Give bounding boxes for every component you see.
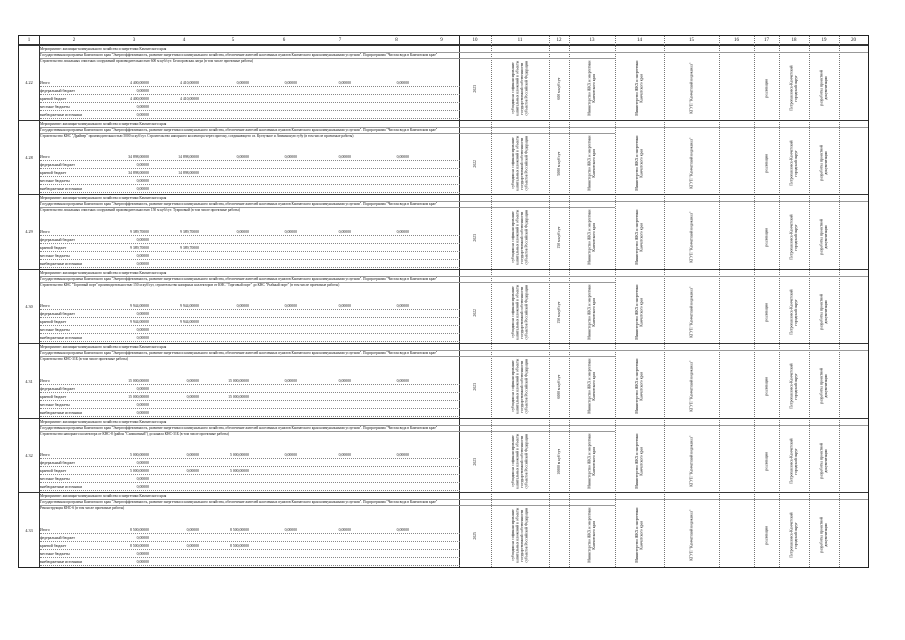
program-line: Государственная программа Камчатского края "Энергоэффективность, развитие энергетики и коммунального хозяйства, обеспечение жителей населенных пунктов Камчатского края коммунальными услугами". Подпрограмма "Чистая вода в Камчатском крае" — [40, 276, 438, 281]
funding-row — [40, 95, 460, 103]
amount-value: 0,00000 — [284, 378, 297, 383]
amount-value: 0,00000 — [338, 229, 351, 234]
funding-source-label: федеральный бюджет — [40, 88, 75, 93]
amount-value: 0,00000 — [186, 453, 199, 458]
column-header: 8 — [369, 36, 424, 45]
amount-value: 0,00000 — [136, 461, 149, 466]
amount-value: 0,00000 — [136, 163, 149, 168]
project-title: Реконструкция КНС-6 (в том числе проектные работы) — [40, 506, 125, 511]
amount-value: 5 000,00000 — [230, 469, 249, 474]
column-header: 2 — [39, 36, 109, 45]
program-line: Государственная программа Камчатского края "Энергоэффективность, развитие энергетики и коммунального хозяйства, обеспечение жителей населенных пунктов Камчатского края коммунальными услугами". Подпрограмма "Чистая вода в Камчатском крае" — [40, 425, 438, 430]
total-row — [40, 153, 460, 161]
developer-cell: Министерство ЖКХ и энергетики Камчатского края — [635, 60, 644, 116]
funding-source-label: федеральный бюджет — [40, 535, 75, 540]
amount-value: 0,00000 — [396, 453, 409, 458]
builder-cell: КГУП "Камчатский водоканал" — [689, 286, 694, 338]
column-header: 11 — [491, 36, 549, 45]
customer-cell: Министерство ЖКХ и энергетики Камчатского края — [587, 60, 596, 116]
amount-value: 0,00000 — [338, 378, 351, 383]
amount-value: 0,00000 — [338, 80, 351, 85]
section-label: Мероприятие: жилищно-коммунального хозяйства и энергетики Камчатского края — [40, 47, 167, 51]
amount-value: 9 944,00000 — [180, 304, 199, 309]
funding-row — [40, 169, 460, 177]
header-rule — [40, 52, 868, 53]
funding-row — [40, 558, 460, 566]
funding-source-label: внебюджетные источники — [40, 410, 83, 415]
funding-row — [40, 244, 460, 252]
project-title: Строительство КНС "Торговый порт" производительностью 150 м куб/сут, строительство напорных коллекторов от КНС "Торговый порт" до КНС "Рыбный порт" (в том числе проектные работы) — [40, 282, 340, 287]
amount-value: 0,00000 — [338, 453, 351, 458]
header-rule — [40, 350, 868, 351]
project-number: 4.29 — [25, 229, 33, 235]
amount-value: 0,00000 — [136, 386, 149, 391]
status-cell: реализация — [764, 302, 769, 322]
header-rule — [40, 499, 868, 500]
amount-value: 0,00000 — [136, 402, 149, 407]
municipality-cell: Петропавловск-Камчатский городской округ — [789, 364, 798, 410]
amount-value: 4 410,00000 — [180, 96, 199, 101]
amount-value: 4 400,00000 — [130, 80, 149, 85]
project-title: Строительство локальных очистных сооружений производительностью 600 м куб/сут. Беспоровская лагра (в том числе проектные работы) — [40, 59, 254, 63]
column-header: 20 — [839, 36, 868, 45]
amount-value: 0,00000 — [136, 187, 149, 192]
project-block — [19, 492, 868, 567]
funding-source-label: краевой бюджет — [40, 543, 67, 548]
amount-value: 34 898,00000 — [128, 155, 149, 160]
funding-source-label: местные бюджеты — [40, 477, 70, 482]
amount-value: 0,00000 — [338, 527, 351, 532]
header-rule — [40, 431, 615, 432]
amount-value: 0,00000 — [136, 551, 149, 556]
funding-source-label: краевой бюджет — [40, 320, 67, 325]
funding-row — [40, 161, 460, 169]
capacity-cell: 150 м куб/сут — [556, 301, 561, 323]
funding-source-label: краевой бюджет — [40, 245, 67, 250]
project-block — [19, 343, 868, 418]
funding-row — [40, 310, 460, 318]
document-sheet — [18, 35, 869, 568]
program-line: Государственная программа Камчатского края "Энергоэффективность, развитие энергетики и коммунального хозяйства, обеспечение жителей населенных пунктов Камчатского края коммунальными услугами". Подпрограмма "Чистая вода в Камчатском крае" — [40, 53, 438, 57]
funding-source-label: внебюджетные источники — [40, 336, 83, 341]
funding-source-label: федеральный бюджет — [40, 312, 75, 317]
amount-value: 8 500,00000 — [130, 527, 149, 532]
funding-row — [40, 393, 460, 401]
funding-row — [40, 459, 460, 467]
purpose-cell: субсидии на софинансирование капитальных вложений в объекты государственной собственности субъектов Российской Федерации — [511, 508, 529, 564]
amount-value: 0,00000 — [136, 112, 149, 117]
year-cell: 2022 — [472, 308, 477, 316]
amount-value: 0,00000 — [186, 469, 199, 474]
capacity-cell: 10000 м куб/сут — [556, 448, 561, 474]
builder-cell: КГУП "Камчатский водоканал" — [689, 137, 694, 189]
amount-value: 0,00000 — [396, 527, 409, 532]
status-cell: реализация — [764, 228, 769, 247]
amount-value: 5 000,00000 — [130, 453, 149, 458]
funding-row — [40, 334, 460, 342]
funding-source-label: Итого — [40, 80, 50, 85]
program-line: Государственная программа Камчатского края "Энергоэффективность, развитие энергетики и коммунального хозяйства, обеспечение жителей населенных пунктов Камчатского края коммунальными услугами". Подпрограмма "Чистая вода в Камчатском крае" — [40, 202, 438, 207]
year-cell: 2025 — [472, 531, 477, 540]
amount-value: 8 500,00000 — [130, 543, 149, 548]
project-block — [19, 269, 868, 344]
capacity-cell: 600 м куб/сут — [556, 77, 561, 100]
funding-source-label: внебюджетные источники — [40, 261, 83, 266]
amount-value: 0,00000 — [136, 253, 149, 258]
column-header: 18 — [779, 36, 809, 45]
amount-value: 0,00000 — [396, 378, 409, 383]
column-header: 5 — [209, 36, 257, 45]
funding-source-label: местные бюджеты — [40, 551, 70, 556]
amount-value: 0,00000 — [136, 328, 149, 333]
amount-value: 9 389,70000 — [180, 229, 199, 234]
project-number: 4.33 — [25, 527, 33, 533]
amount-value: 9 944,00000 — [180, 320, 199, 325]
project-block — [19, 418, 868, 493]
program-line: Государственная программа Камчатского края "Энергоэффективность, развитие энергетики и коммунального хозяйства, обеспечение жителей населенных пунктов Камчатского края коммунальными услугами". Подпрограмма "Чистая вода в Камчатском крае" — [40, 351, 438, 356]
municipality-cell: Петропавловск-Камчатский городской округ — [789, 438, 798, 484]
project-block — [19, 45, 868, 120]
column-header: 1 — [19, 36, 39, 45]
amount-value: 0,00000 — [338, 155, 351, 160]
capacity-cell: 6000 м куб/сут — [556, 374, 561, 399]
developer-cell: Министерство ЖКХ и энергетики Камчатского края — [635, 433, 644, 489]
customer-cell: Министерство ЖКХ и энергетики Камчатского края — [587, 433, 596, 489]
stage-cell: разработка проектной документации — [819, 70, 828, 107]
column-header: 4 — [159, 36, 209, 45]
developer-cell: Министерство ЖКХ и энергетики Камчатского края — [635, 508, 644, 564]
funding-row — [40, 385, 460, 393]
funding-row — [40, 111, 460, 119]
funding-source-label: местные бюджеты — [40, 402, 70, 407]
purpose-cell: субсидии на софинансирование капитальных вложений в объекты государственной собственности субъектов Российской Федерации — [511, 135, 529, 191]
header-rule — [40, 207, 615, 208]
purpose-cell: субсидии на софинансирование капитальных вложений в объекты государственной собственности субъектов Российской Федерации — [511, 433, 529, 489]
section-label: Мероприятие: жилищно-коммунального хозяйства и энергетики Камчатского края — [40, 345, 167, 350]
amount-value: 0,00000 — [236, 304, 249, 309]
project-number: 4.31 — [25, 378, 33, 384]
stage-cell: разработка проектной документации — [819, 517, 828, 554]
column-header: 12 — [549, 36, 569, 45]
developer-cell: Министерство ЖКХ и энергетики Камчатского края — [635, 209, 644, 265]
year-cell: 2023 — [472, 84, 477, 93]
funding-row — [40, 318, 460, 326]
amount-value: 0,00000 — [136, 88, 149, 93]
funding-source-label: внебюджетные источники — [40, 559, 83, 564]
customer-cell: Министерство ЖКХ и энергетики Камчатского края — [587, 209, 596, 265]
purpose-cell: субсидии на софинансирование капитальных вложений в объекты государственной собственности субъектов Российской Федерации — [511, 60, 529, 116]
customer-cell: Министерство ЖКХ и энергетики Камчатского края — [587, 359, 596, 415]
municipality-cell: Петропавловск-Камчатский городской округ — [789, 513, 798, 559]
developer-cell: Министерство ЖКХ и энергетики Камчатского края — [635, 135, 644, 191]
amount-value: 9 389,70000 — [180, 245, 199, 250]
customer-cell: Министерство ЖКХ и энергетики Камчатского края — [587, 284, 596, 340]
amount-value: 8 500,00000 — [230, 543, 249, 548]
funding-source-label: краевой бюджет — [40, 171, 67, 176]
total-row — [40, 451, 460, 459]
funding-source-label: местные бюджеты — [40, 104, 70, 109]
funding-source-label: федеральный бюджет — [40, 163, 75, 168]
funding-row — [40, 103, 460, 111]
funding-source-label: внебюджетные источники — [40, 485, 83, 490]
amount-value: 5 000,00000 — [130, 469, 149, 474]
funding-source-label: Итого — [40, 155, 50, 160]
stage-cell: разработка проектной документации — [819, 294, 828, 330]
funding-source-label: внебюджетные источники — [40, 112, 83, 117]
status-cell: реализация — [764, 451, 769, 471]
project-number: 4.32 — [25, 453, 33, 459]
customer-cell: Министерство ЖКХ и энергетики Камчатского края — [587, 508, 596, 564]
project-number: 4.22 — [25, 80, 33, 86]
status-cell: реализация — [764, 153, 769, 172]
year-cell: 2023 — [472, 457, 477, 465]
project-title: Строительство локальных очистных сооружений производительностью 150 м куб/сут. Туарповый (в том числе проектные работы) — [40, 208, 240, 213]
purpose-cell: субсидии на софинансирование капитальных вложений в объекты государственной собственности субъектов Российской Федерации — [511, 284, 529, 340]
amount-value: 15 000,00000 — [128, 394, 149, 399]
stage-cell: разработка проектной документации — [819, 145, 828, 181]
column-header: 9 — [424, 36, 459, 45]
amount-value: 4 410,00000 — [180, 80, 199, 85]
year-cell: 2023 — [472, 382, 477, 391]
column-header: 15 — [664, 36, 719, 45]
amount-value: 0,00000 — [284, 304, 297, 309]
funding-row — [40, 409, 460, 417]
funding-row — [40, 236, 460, 244]
funding-source-label: местные бюджеты — [40, 328, 70, 333]
amount-value: 9 944,00000 — [130, 320, 149, 325]
section-label: Мероприятие: жилищно-коммунального хозяйства и энергетики Камчатского края — [40, 494, 167, 499]
header-rule — [40, 58, 615, 59]
amount-value: 0,00000 — [186, 543, 199, 548]
header-rule — [40, 127, 868, 128]
funding-row — [40, 534, 460, 542]
stage-cell: разработка проектной документации — [819, 219, 828, 256]
amount-value: 0,00000 — [396, 155, 409, 160]
amount-value: 15 000,00000 — [228, 378, 249, 383]
amount-value: 14 898,00000 — [178, 171, 199, 176]
funding-source-label: Итого — [40, 304, 50, 309]
purpose-cell: субсидии на софинансирование капитальных вложений в объекты государственной собственности субъектов Российской Федерации — [511, 210, 529, 265]
funding-source-label: краевой бюджет — [40, 469, 67, 474]
header-rule — [40, 282, 615, 283]
status-cell: реализация — [764, 377, 769, 396]
total-row — [40, 377, 460, 385]
funding-row — [40, 401, 460, 409]
amount-value: 0,00000 — [236, 229, 249, 234]
builder-cell: КГУП "Камчатский водоканал" — [689, 62, 694, 114]
section-label: Мероприятие: жилищно-коммунального хозяйства и энергетики Камчатского края — [40, 419, 167, 424]
amount-value: 0,00000 — [136, 312, 149, 317]
funding-row — [40, 542, 460, 550]
total-row — [40, 228, 460, 236]
amount-value: 0,00000 — [396, 304, 409, 309]
year-cell: 2022 — [472, 159, 477, 167]
amount-value: 0,00000 — [396, 229, 409, 234]
amount-value: 9 944,00000 — [130, 304, 149, 309]
amount-value: 0,00000 — [136, 104, 149, 109]
column-header: 10 — [459, 36, 491, 45]
column-header: 13 — [569, 36, 615, 45]
total-row — [40, 526, 460, 534]
amount-value: 0,00000 — [284, 155, 297, 160]
funding-source-label: местные бюджеты — [40, 179, 70, 184]
funding-source-label: Итого — [40, 453, 50, 458]
project-title: Строительство КНС-31Б (в том числе проектные работы) — [40, 357, 128, 362]
project-title: Строительство напорного коллектора от КНС-8 (район "Силикатный") до канала КНС-31Б (в том числе проектные работы) — [40, 431, 229, 436]
municipality-cell: Петропавловск-Камчатский городской округ — [789, 214, 798, 260]
status-cell: реализация — [764, 526, 769, 545]
funding-row — [40, 252, 460, 260]
column-header: 6 — [257, 36, 311, 45]
header-rule — [40, 276, 868, 277]
status-cell: реализация — [764, 79, 769, 98]
program-line: Государственная программа Камчатского края "Энергоэффективность, развитие энергетики и коммунального хозяйства, обеспечение жителей населенных пунктов Камчатского края коммунальными услугами". Подпрограмма "Чистая вода в Камчатском крае" — [40, 127, 438, 132]
amount-value: 8 500,00000 — [230, 527, 249, 532]
total-row — [40, 79, 460, 87]
amount-value: 0,00000 — [136, 237, 149, 242]
funding-source-label: Итого — [40, 229, 50, 234]
funding-row — [40, 326, 460, 334]
funding-source-label: краевой бюджет — [40, 394, 67, 399]
funding-source-label: внебюджетные источники — [40, 187, 83, 192]
purpose-cell: субсидии на софинансирование капитальных вложений в объекты государственной собственности субъектов Российской Федерации — [511, 359, 529, 414]
amount-value: 0,00000 — [136, 261, 149, 266]
developer-cell: Министерство ЖКХ и энергетики Камчатского края — [635, 359, 644, 415]
developer-cell: Министерство ЖКХ и энергетики Камчатского края — [635, 284, 644, 340]
amount-value: 9 389,70000 — [130, 229, 149, 234]
total-row — [40, 302, 460, 310]
amount-value: 0,00000 — [186, 527, 199, 532]
program-line: Государственная программа Камчатского края "Энергоэффективность, развитие энергетики и коммунального хозяйства, обеспечение жителей населенных пунктов Камчатского края коммунальными услугами". Подпрограмма "Чистая вода в Камчатском крае" — [40, 500, 438, 505]
column-header: 16 — [719, 36, 754, 45]
section-label: Мероприятие: жилищно-коммунального хозяйства и энергетики Камчатского края — [40, 270, 167, 275]
amount-value: 0,00000 — [396, 80, 409, 85]
funding-row — [40, 550, 460, 558]
amount-value: 0,00000 — [284, 229, 297, 234]
capacity-cell: 150 м куб/сут — [556, 226, 561, 249]
funding-row — [40, 177, 460, 185]
amount-value: 0,00000 — [284, 527, 297, 532]
project-title: Строительство КНС "Драйвер" производительностью 5000 м куб/сут. Строительство напорного коллектора через протоку, соединяющего оз. Култучное и Авачинскую губу (в том числе проектные работы) — [40, 133, 354, 138]
amount-value: 34 898,00000 — [128, 171, 149, 176]
project-number: 4.30 — [25, 303, 33, 309]
amount-value: 0,00000 — [136, 535, 149, 540]
municipality-cell: Петропавловск-Камчатский городской округ — [789, 289, 798, 335]
municipality-cell: Петропавловск-Камчатский городской округ — [789, 140, 798, 186]
amount-value: 0,00000 — [284, 453, 297, 458]
capacity-cell: 5000 м куб/сут — [556, 150, 561, 175]
funding-source-label: краевой бюджет — [40, 96, 67, 101]
header-rule — [40, 425, 868, 426]
amount-value: 0,00000 — [236, 80, 249, 85]
funding-row — [40, 467, 460, 475]
project-number: 4.28 — [25, 154, 33, 160]
amount-value: 0,00000 — [136, 179, 149, 184]
funding-source-label: федеральный бюджет — [40, 386, 75, 391]
customer-cell: Министерство ЖКХ и энергетики Камчатского края — [587, 135, 596, 191]
section-label: Мероприятие: жилищно-коммунального хозяйства и энергетики Камчатского края — [40, 196, 167, 201]
funding-row — [40, 87, 460, 95]
amount-value: 5 000,00000 — [230, 453, 249, 458]
funding-source-label: Итого — [40, 527, 50, 532]
municipality-cell: Петропавловск-Камчатский городской округ — [789, 65, 798, 111]
amount-value: 0,00000 — [136, 485, 149, 490]
column-header: 19 — [809, 36, 839, 45]
builder-cell: КГУП "Камчатский водоканал" — [689, 361, 694, 413]
amount-value: 0,00000 — [338, 304, 351, 309]
amount-value: 9 389,70000 — [130, 245, 149, 250]
amount-value: 0,00000 — [284, 80, 297, 85]
stage-cell: разработка проектной документации — [819, 368, 828, 405]
funding-source-label: федеральный бюджет — [40, 237, 75, 242]
project-block — [19, 194, 868, 269]
amount-value: 14 898,00000 — [178, 155, 199, 160]
amount-value: 4 400,00000 — [130, 96, 149, 101]
amount-value: 0,00000 — [136, 559, 149, 564]
funding-row — [40, 260, 460, 268]
column-header: 7 — [311, 36, 369, 45]
funding-row — [40, 483, 460, 491]
amount-value: 0,00000 — [186, 394, 199, 399]
project-block — [19, 120, 868, 195]
amount-value: 0,00000 — [136, 410, 149, 415]
column-header: 14 — [615, 36, 664, 45]
builder-cell: КГУП "Камчатский водоканал" — [689, 435, 694, 487]
amount-value: 15 000,00000 — [228, 394, 249, 399]
funding-row — [40, 185, 460, 193]
funding-row — [40, 475, 460, 483]
funding-source-label: местные бюджеты — [40, 253, 70, 258]
funding-source-label: Итого — [40, 378, 50, 383]
amount-value: 0,00000 — [186, 378, 199, 383]
amount-value: 0,00000 — [136, 336, 149, 341]
builder-cell: КГУП "Камчатский водоканал" — [689, 211, 694, 263]
stage-cell: разработка проектной документации — [819, 443, 828, 479]
section-label: Мероприятие: жилищно-коммунального хозяйства и энергетики Камчатского края — [40, 121, 167, 126]
amount-value: 15 000,00000 — [128, 378, 149, 383]
column-header: 17 — [754, 36, 779, 45]
builder-cell: КГУП "Камчатский водоканал" — [689, 510, 694, 562]
column-header: 3 — [109, 36, 159, 45]
header-rule — [40, 201, 868, 202]
header-rule — [40, 133, 615, 134]
amount-value: 0,00000 — [236, 155, 249, 160]
year-cell: 2023 — [472, 233, 477, 242]
amount-value: 0,00000 — [136, 477, 149, 482]
funding-source-label: федеральный бюджет — [40, 461, 75, 466]
